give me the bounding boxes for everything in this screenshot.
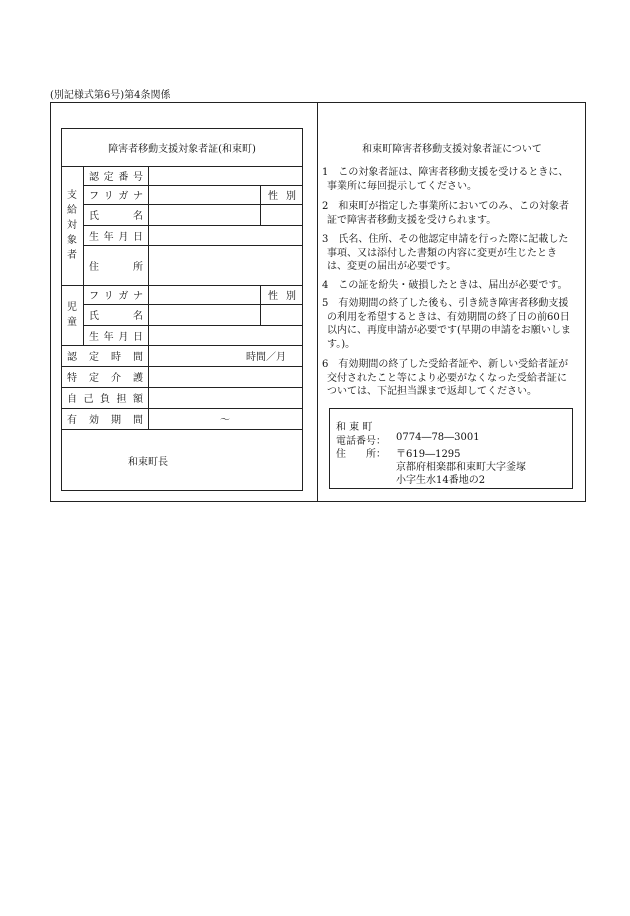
note-line: 以内に、再度申請が必要です(早期の申請をお願いしま: [327, 325, 571, 336]
label-char: 時: [111, 352, 121, 363]
note-item-5: [322, 297, 582, 351]
col-line: [260, 185, 261, 225]
label-char: 定: [89, 373, 99, 384]
card-title: 障害者移動支援対象者証(和束町): [108, 143, 256, 155]
note-line: 4 この証を紛失・破損したときは、届出が必要です。: [322, 280, 568, 291]
note-line: は、変更の届出が必要です。: [327, 261, 457, 272]
label-char: 名: [133, 211, 143, 222]
note-line: 6 有効期間の終了した受給者証や、新しい受給者証が: [322, 359, 569, 370]
note-line: 事業所に毎回提示してください。: [327, 180, 477, 192]
label-char: 定: [89, 352, 99, 363]
label-char: ガ: [118, 191, 129, 202]
contact-address-line2: 小字生水14番地の2: [396, 475, 486, 486]
label-char: 月: [118, 231, 129, 243]
label-char: 期: [111, 415, 121, 426]
note-item-2: [322, 200, 582, 227]
label-char: 定: [103, 172, 114, 183]
contact-postal: 〒619―1295: [396, 449, 461, 460]
child-birthdate-label: [89, 325, 143, 345]
note-line: 3 氏名、住所、その他認定申請を行った際に記載した: [322, 234, 569, 245]
row-line: [61, 429, 303, 430]
label-char: 別: [286, 291, 296, 302]
label-char: 性: [268, 291, 278, 302]
address-label: [89, 245, 143, 285]
approved-time-unit: 時間／月: [246, 352, 286, 363]
name-label: [89, 204, 143, 225]
contact-address-label: 住 所：: [336, 449, 386, 460]
note-line: 5 有効期間の終了した後も、引き続き障害者移動支援: [322, 298, 569, 309]
contact-address-line1: 京都府相楽郡和束町大字釜塚: [396, 462, 526, 473]
section-label-char: 児: [67, 302, 77, 313]
section-label-char: 者: [67, 250, 77, 261]
form-reference-note: (別記様式第6号)第4条関係: [50, 90, 171, 101]
label-char: 効: [89, 415, 99, 426]
note-line: の利用を希望するときは、有効期間の終了日の前60日: [327, 311, 570, 323]
label-char: 生: [89, 231, 99, 243]
label-char: 月: [118, 331, 129, 343]
label-char: ガ: [118, 291, 129, 302]
label-char: 己: [83, 394, 94, 405]
label-char: 日: [132, 231, 143, 243]
section-label-char: 対: [67, 220, 77, 231]
label-char: 介: [111, 373, 121, 384]
section-label-char: 象: [67, 235, 77, 246]
furigana-label: [89, 185, 143, 204]
label-char: フ: [89, 291, 99, 302]
label-char: 名: [133, 311, 143, 322]
cert-number-label: [89, 166, 143, 185]
note-line: 証で障害者移動支援を受けられます。: [327, 214, 497, 226]
label-char: 氏: [89, 211, 99, 222]
label-char: 担: [116, 394, 127, 405]
note-line: ついては、下記担当課まで返却してください。: [327, 386, 537, 397]
note-item-4: [322, 279, 582, 293]
birthdate-label: [89, 225, 143, 245]
label-char: 所: [133, 261, 143, 273]
label-char: 額: [133, 394, 143, 405]
section-label-char: 給: [67, 205, 77, 216]
label-char: 氏: [89, 311, 99, 322]
child-furigana-label: [89, 285, 143, 304]
label-char: 番: [118, 172, 129, 183]
note-line: す。)。: [327, 338, 356, 350]
label-char: リ: [103, 291, 114, 302]
gender-label: [268, 185, 296, 204]
recipient-section-label: [61, 166, 83, 285]
label-char: 年: [103, 231, 114, 243]
validity-label: [67, 408, 143, 429]
label-char: 護: [133, 373, 143, 384]
note-item-1: [322, 166, 582, 193]
note-line: 2 和束町が指定した事業所においてのみ、この対象者: [322, 201, 569, 212]
contact-phone: 0774―78―3001: [396, 432, 480, 443]
section-label-char: 支: [67, 190, 77, 201]
label-char: 有: [67, 415, 77, 426]
label-char: 号: [132, 172, 143, 183]
label-char: ナ: [132, 191, 143, 202]
label-char: フ: [89, 191, 99, 202]
note-item-3: [322, 233, 582, 274]
approved-time-label: [67, 345, 143, 366]
child-gender-label: [268, 285, 296, 304]
special-care-label: [67, 366, 143, 387]
col-line: [148, 166, 149, 429]
label-char: 別: [286, 191, 296, 202]
child-section-label: [61, 285, 83, 345]
label-char: 認: [89, 172, 99, 183]
label-char: 自: [67, 394, 77, 405]
note-line: 事項、又は添付した書類の内容に変更が生じたとき: [327, 247, 557, 259]
col-line: [83, 166, 84, 345]
label-char: 住: [89, 261, 99, 273]
col-line: [260, 285, 261, 325]
issuer-label: 和束町長: [128, 456, 168, 468]
contact-org: 和 東 町: [336, 422, 373, 433]
label-char: 性: [268, 191, 278, 202]
label-char: ナ: [132, 291, 143, 302]
validity-tilde: ～: [220, 415, 230, 426]
section-label-char: 童: [67, 317, 77, 328]
label-char: 認: [67, 352, 77, 363]
label-char: 間: [133, 415, 143, 426]
note-item-6: [322, 358, 582, 399]
child-name-label: [89, 304, 143, 325]
label-char: 特: [67, 373, 77, 384]
center-divider: [317, 102, 318, 502]
copay-label: [67, 387, 143, 408]
label-char: リ: [103, 191, 114, 202]
label-char: 日: [132, 331, 143, 343]
note-line: 1 この対象者証は、障害者移動支援を受けるときに、: [322, 167, 569, 178]
label-char: 年: [103, 331, 114, 343]
contact-phone-label: 電話番号：: [336, 436, 386, 447]
label-char: 間: [133, 352, 143, 363]
label-char: 負: [100, 394, 110, 405]
label-char: 生: [89, 331, 99, 343]
notes-title: 和束町障害者移動支援対象者証について: [362, 144, 542, 155]
note-line: 交付されたこと等により必要がなくなった受給者証に: [327, 372, 567, 384]
